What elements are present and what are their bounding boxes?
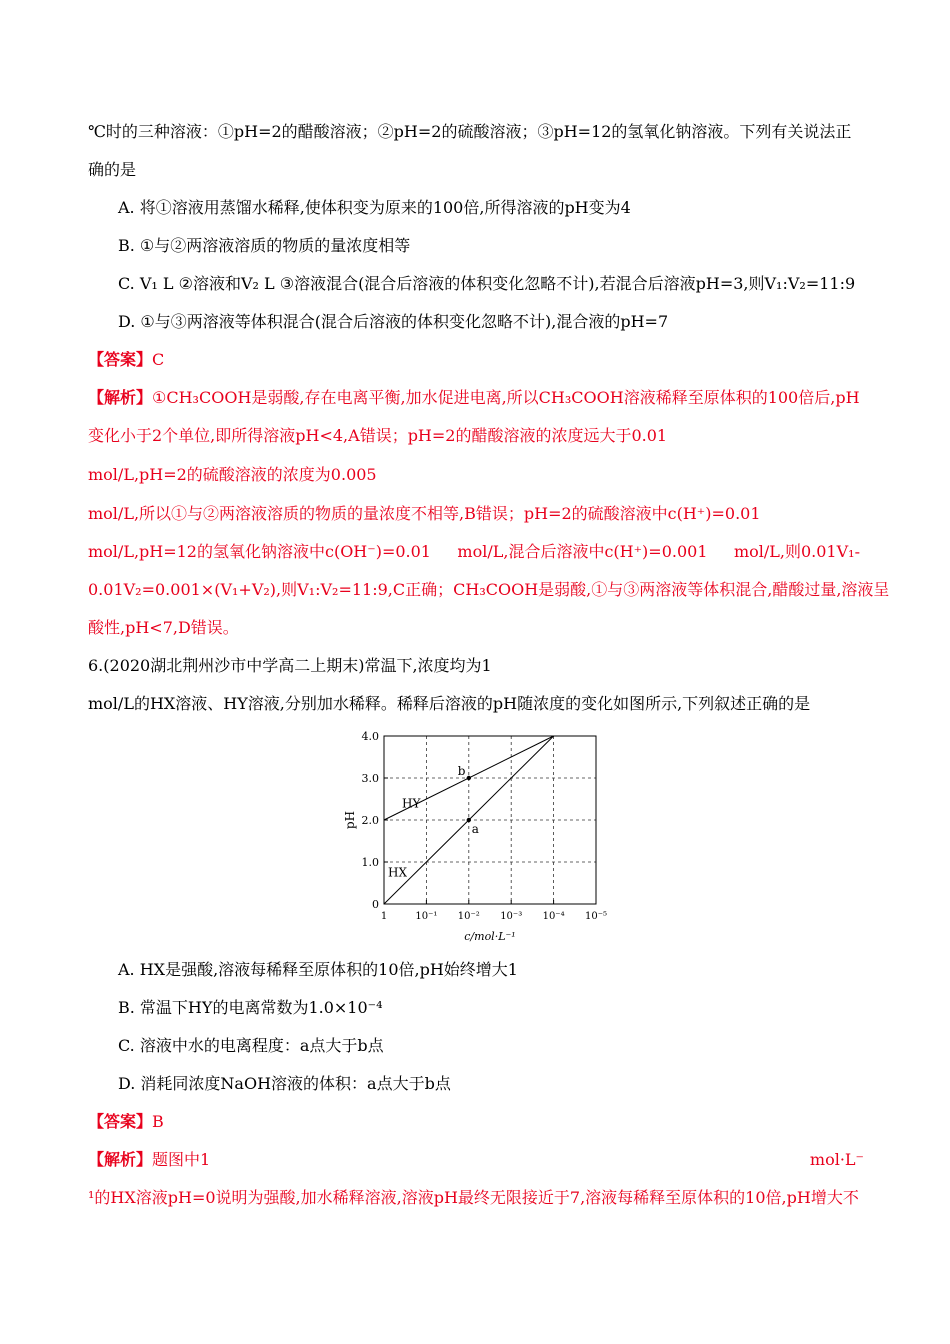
x-tick-label: 10⁻³ xyxy=(500,911,523,922)
q6-stem-line2: mol/L的HX溶液、HY溶液,分别加水稀释。稀释后溶液的pH随浓度的变化如图所示,下列叙述正确的是 xyxy=(88,694,811,713)
q6-stem-line1: 6.(2020湖北荆州沙市中学高二上期末)常温下,浓度均为1 xyxy=(88,656,492,675)
q5-analysis-line1 xyxy=(88,388,860,408)
analysis-text: ①CH₃COOH是弱酸,存在电离平衡,加水促进电离,所以CH₃COOH溶液稀释至原体积的100倍后,pH xyxy=(152,388,860,407)
x-tick-label: 1 xyxy=(380,911,388,922)
analysis-line1-left: 题图中1 xyxy=(152,1150,211,1169)
answer-label: 【答案】 xyxy=(88,1112,153,1131)
q6-analysis-line2: ¹的HX溶液pH=0说明为强酸,加水稀释溶液,溶液pH最终无限接近于7,溶液每稀释至原体积的10倍,pH增大不 xyxy=(88,1188,859,1207)
q6-analysis-line1 xyxy=(88,1150,864,1170)
analysis-label: 【解析】 xyxy=(88,1150,153,1169)
point-a xyxy=(467,818,471,822)
q5-option-d: D. ①与③两溶液等体积混合(混合后溶液的体积变化忽略不计),混合液的pH=7 xyxy=(118,312,669,331)
x-tick-label: 10⁻⁵ xyxy=(584,911,608,922)
x-tick-label: 10⁻⁴ xyxy=(542,911,565,922)
series-label-hy: HY xyxy=(402,796,421,811)
y-tick-label: 3.0 xyxy=(361,772,379,785)
q5-analysis-line6: 0.01V₂=0.001×(V₁+V₂),则V₁:V₂=11:9,C正确；CH₃COOH是弱酸,①与③两溶液等体积混合,醋酸过量,溶液呈 xyxy=(88,580,890,599)
answer-value: C xyxy=(152,350,165,369)
analysis-label: 【解析】 xyxy=(88,388,153,407)
q5-option-b: B. ①与②两溶液溶质的物质的量浓度相等 xyxy=(118,236,411,255)
chart-svg xyxy=(340,728,620,948)
series-label-hx: HX xyxy=(388,865,408,880)
q5-stem-line1: ℃时的三种溶液：①pH=2的醋酸溶液；②pH=2的硫酸溶液；③pH=12的氢氧化钠溶液。下列有关说法正 xyxy=(88,122,852,141)
analysis-line5-part3: mol/L,则0.01V₁- xyxy=(733,542,860,561)
q6-option-c: C. 溶液中水的电离程度：a点大于b点 xyxy=(118,1036,384,1055)
point-label-b: b xyxy=(457,764,466,778)
analysis-line5-part1: mol/L,pH=12的氢氧化钠溶液中c(OH⁻)=0.01 xyxy=(88,542,431,561)
q5-stem-line2: 确的是 xyxy=(88,160,137,179)
analysis-line1-right: mol·L⁻ xyxy=(809,1150,864,1169)
q5-analysis-line5 xyxy=(88,542,860,562)
y-tick-label: 2.0 xyxy=(361,814,379,827)
q5-analysis-line2: 变化小于2个单位,即所得溶液pH<4,A错误；pH=2的醋酸溶液的浓度远大于0.01 xyxy=(88,426,668,445)
analysis-line5-part2: mol/L,混合后溶液中c(H⁺)=0.001 xyxy=(457,542,708,561)
x-tick-label: 10⁻¹ xyxy=(415,911,438,922)
answer-label: 【答案】 xyxy=(88,350,153,369)
q6-answer xyxy=(88,1112,164,1132)
point-b xyxy=(467,776,471,780)
y-tick-label: 0 xyxy=(372,898,379,911)
q5-analysis-line4: mol/L,所以①与②两溶液溶质的物质的量浓度不相等,B错误；pH=2的硫酸溶液中c(H⁺)=0.01 xyxy=(88,504,761,523)
q6-option-a: A. HX是强酸,溶液每稀释至原体积的10倍,pH始终增大1 xyxy=(118,960,518,979)
y-tick-label: 1.0 xyxy=(361,856,379,869)
point-label-a: a xyxy=(471,822,479,836)
y-axis-label: pH xyxy=(343,810,357,830)
analysis-line1-left-wrap xyxy=(88,1150,210,1170)
q5-option-a: A. 将①溶液用蒸馏水稀释,使体积变为原来的100倍,所得溶液的pH变为4 xyxy=(118,198,631,217)
q5-answer xyxy=(88,350,164,370)
x-tick-label: 10⁻² xyxy=(457,911,480,922)
x-axis-label: c/mol·L⁻¹ xyxy=(464,930,516,943)
ph-dilution-chart xyxy=(340,728,620,948)
q6-option-d: D. 消耗同浓度NaOH溶液的体积：a点大于b点 xyxy=(118,1074,451,1093)
q6-option-b: B. 常温下HY的电离常数为1.0×10⁻⁴ xyxy=(118,998,383,1017)
q5-option-c: C. V₁ L ②溶液和V₂ L ③溶液混合(混合后溶液的体积变化忽略不计),若混合后溶液pH=3,则V₁:V₂=11:9 xyxy=(118,274,856,293)
answer-value: B xyxy=(152,1112,164,1131)
q5-analysis-line7: 酸性,pH<7,D错误。 xyxy=(88,618,239,637)
q5-analysis-line3: mol/L,pH=2的硫酸溶液的浓度为0.005 xyxy=(88,465,377,484)
y-tick-label: 4.0 xyxy=(361,730,379,743)
